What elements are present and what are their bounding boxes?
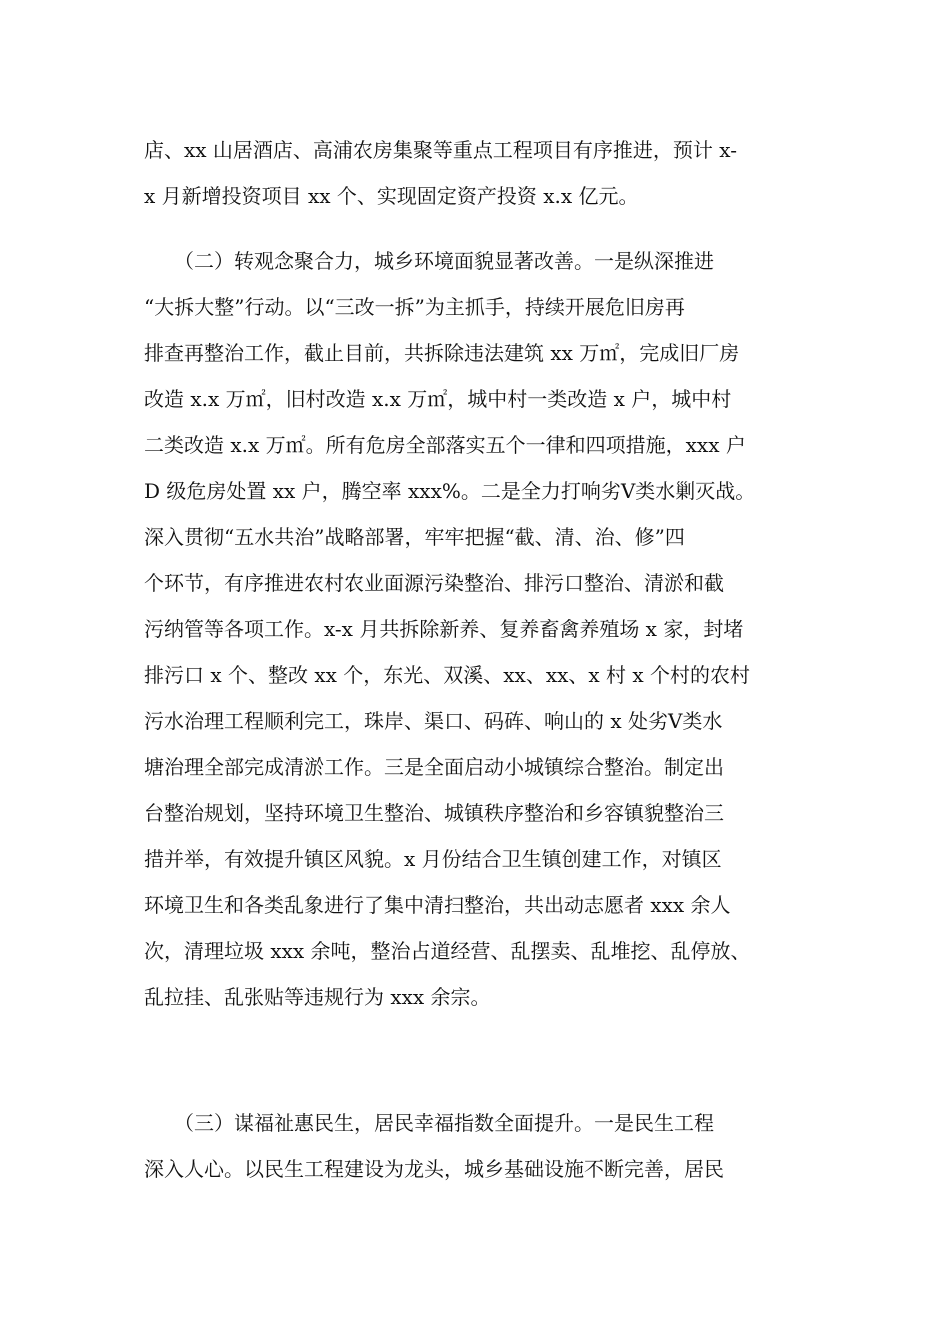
- text-line: 污水治理工程顺利完工，珠岸、渠口、码砗、响山的 x 处劣Ⅴ类水: [144, 709, 723, 733]
- text-line: 深入人心。以民生工程建设为龙头，城乡基础设施不断完善，居民: [144, 1157, 724, 1181]
- text-line: 排污口 x 个、整改 xx 个，东光、双溪、xx、xx、x 村 x 个村的农村: [144, 663, 751, 687]
- text-line: 二类改造 x.x 万㎡。所有危房全部落实五个一律和四项措施，xxx 户: [144, 433, 746, 457]
- text-line: 措并举，有效提升镇区风貌。x 月份结合卫生镇创建工作，对镇区: [144, 847, 722, 871]
- text-line: x 月新增投资项目 xx 个、实现固定资产投资 x.x 亿元。: [144, 184, 639, 208]
- text-line: （二）转观念聚合力，城乡环境面貌显著改善。一是纵深推进: [144, 249, 714, 273]
- text-line: “大拆大整”行动。以“三改一拆”为主抓手，持续开展危旧房再: [144, 295, 685, 319]
- text-line: 排查再整治工作，截止目前，共拆除违法建筑 xx 万㎡，完成旧厂房: [144, 341, 740, 365]
- text-line: 污纳管等各项工作。x-x 月共拆除新养、复养畜禽养殖场 x 家，封堵: [144, 617, 744, 641]
- text-line: 深入贯彻“五水共治”战略部署，牢牢把握“截、清、治、修”四: [144, 525, 685, 549]
- paragraph-section-two: [144, 238, 809, 1020]
- text-line: 改造 x.x 万㎡，旧村改造 x.x 万㎡，城中村一类改造 x 户，城中村: [144, 387, 732, 411]
- text-line: 店、xx 山居酒店、高浦农房集聚等重点工程项目有序推进，预计 x-: [144, 138, 737, 162]
- paragraph-section-three: [144, 1100, 809, 1192]
- text-line: 乱拉挂、乱张贴等违规行为 xxx 余宗。: [144, 985, 491, 1009]
- text-line: 个环节，有序推进农村农业面源污染整治、排污口整治、清淤和截: [144, 571, 724, 595]
- paragraph-continuation: [144, 127, 809, 219]
- text-line: 次，清理垃圾 xxx 余吨，整治占道经营、乱摆卖、乱堆挖、乱停放、: [144, 939, 751, 963]
- text-line: D 级危房处置 xx 户，腾空率 xxx%。二是全力打响劣Ⅴ类水剿灭战。: [144, 479, 756, 503]
- text-line: 塘治理全部完成清淤工作。三是全面启动小城镇综合整治。制定出: [144, 755, 724, 779]
- text-line: 台整治规划，坚持环境卫生整治、城镇秩序整治和乡容镇貌整治三: [144, 801, 724, 825]
- text-line: （三）谋福祉惠民生，居民幸福指数全面提升。一是民生工程: [144, 1111, 714, 1135]
- text-line: 环境卫生和各类乱象进行了集中清扫整治，共出动志愿者 xxx 余人: [144, 893, 731, 917]
